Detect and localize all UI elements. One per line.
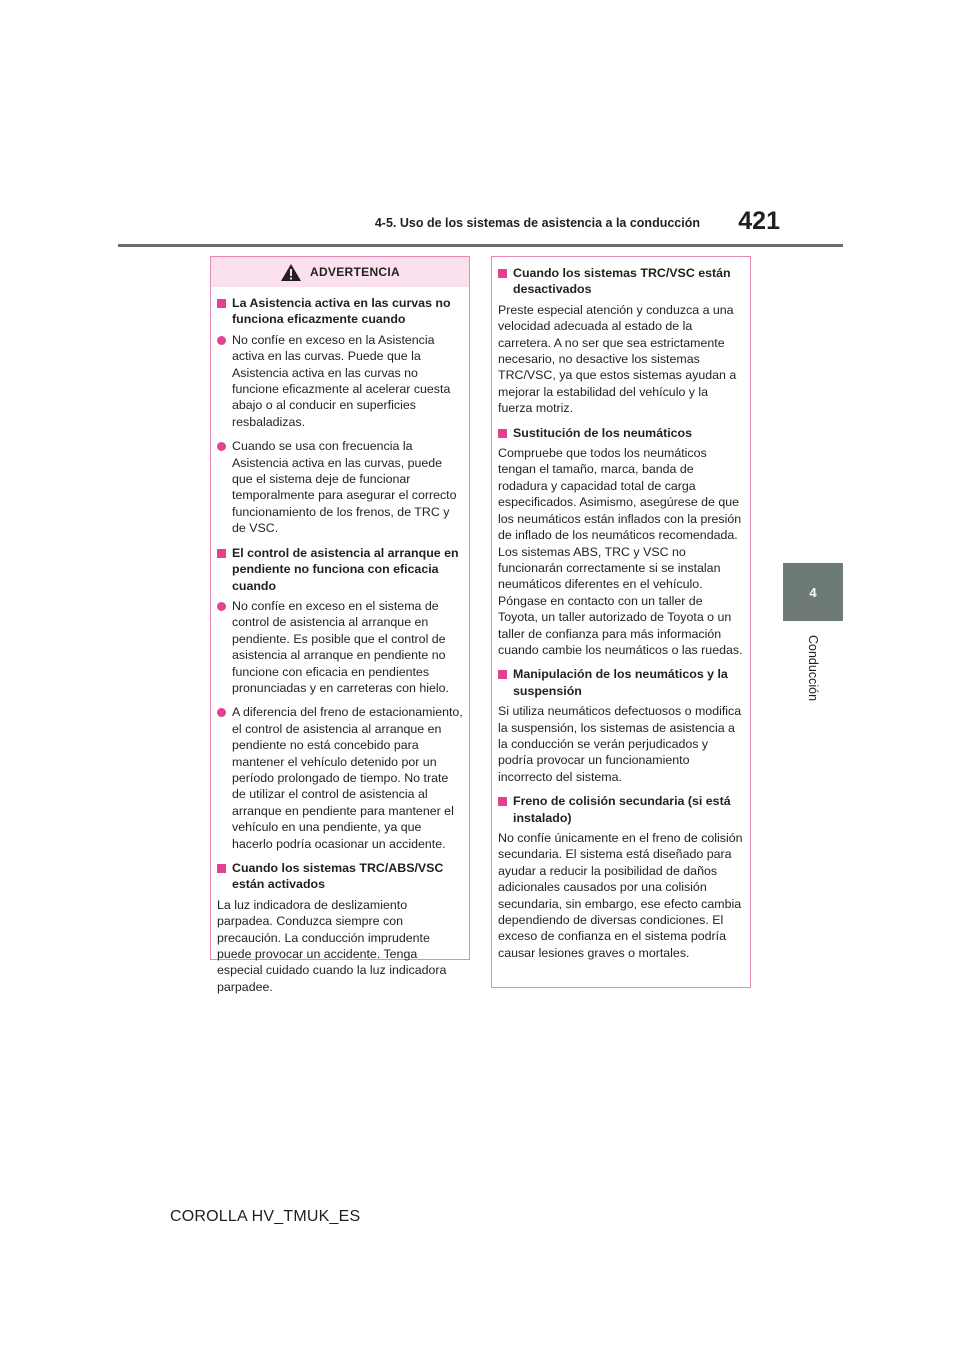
notice-section-heading [498, 425, 744, 441]
section-text: Preste especial atención y conduzca a una velocidad adecuada al estado de la carretera. A no ser que sea estrictamente necesario, no desactive los sistemas TRC/VSC, ya que estos sistemas ayudan a mejorar la estabilidad del vehículo y la fuerza motriz. [498, 302, 737, 416]
section-heading-text: El control de asistencia al arranque en pendiente no funciona con eficacia cuando [232, 545, 459, 593]
section-text: Si utiliza neumáticos defectuosos o modifica la suspensión, los sistemas de asistencia a la conducción se verán perjudicados y podría provocar un funcionamiento incorrecto del sistema. [498, 704, 742, 784]
section-heading-text: Sustitución de los neumáticos [513, 425, 693, 440]
square-bullet-icon [498, 670, 507, 679]
section-heading-text: La Asistencia activa en las curvas no funciona eficazmente cuando [232, 296, 451, 327]
footer-model-code: COROLLA HV_TMUK_ES [170, 1208, 361, 1225]
warning-bullet [217, 598, 463, 696]
bullet-text: A diferencia del freno de estacionamiento, el control de asistencia al arranque en pendiente no está concebido para mantener el vehículo detenido por un período prolongado de tiempo. No trate de utilizar el control de asistencia al arranque en pendiente para mantener el vehículo en una pendiente, ya que hacerlo podría ocasionar un accidente. [232, 705, 463, 851]
warning-section-heading [217, 295, 463, 328]
circle-bullet-icon [217, 336, 226, 345]
bullet-text: No confíe en exceso en el sistema de control de asistencia al arranque en pendiente. Es posible que el control de asistencia al arranque en pendiente no funcione con eficacia en pendientes pronunciadas y en carreteras con hielo. [232, 598, 449, 695]
warning-bullet [217, 332, 463, 430]
section-text: No confíe únicamente en el freno de colisión secundaria. El sistema está diseñado para ayudar a reducir la posibilidad de daños adicionales causados por una colisión secundaria, sin embargo, ese efecto cambia dependiendo de diversas condiciones. El exceso de confianza en el sistema podría causar lesiones graves o mortales. [498, 831, 743, 960]
page-number: 421 [738, 207, 780, 235]
square-bullet-icon [498, 269, 507, 278]
chapter-label [803, 628, 823, 708]
warning-bullet [217, 704, 463, 852]
section-heading-text: Cuando los sistemas TRC/VSC están desactivados [513, 266, 731, 297]
bullet-text: Cuando se usa con frecuencia la Asistencia activa en las curvas, puede que el sistema deje de funcionar temporalmente para asegurar el correcto funcionamiento de los frenos, de TRC y de VSC. [232, 439, 457, 536]
warning-box [210, 256, 470, 994]
warning-section-heading [217, 545, 463, 594]
square-bullet-icon [217, 299, 226, 308]
section-heading-text: Cuando los sistemas TRC/ABS/VSC están activados [232, 861, 444, 892]
bullet-text: No confíe en exceso en la Asistencia activa en las curvas. Puede que la Asistencia activa en las curvas no funcione eficazmente al acelerar cuesta abajo o al conducir en superficies resbaladizas. [232, 332, 451, 429]
chapter-number: 4 [809, 584, 817, 600]
square-bullet-icon [217, 864, 226, 873]
notice-section-heading [498, 793, 744, 826]
section-title: 4-5. Uso de los sistemas de asistencia a la conducción [374, 216, 700, 230]
circle-bullet-icon [217, 708, 226, 717]
warning-triangle-icon [280, 263, 302, 282]
warning-header [211, 257, 469, 287]
chapter-label-text: Conducción [806, 634, 820, 701]
circle-bullet-icon [217, 602, 226, 611]
warning-heading: ADVERTENCIA [310, 264, 400, 279]
square-bullet-icon [498, 429, 507, 438]
circle-bullet-icon [217, 442, 226, 451]
section-heading-text: Manipulación de los neumáticos y la suspensión [513, 667, 728, 698]
chapter-tab [783, 563, 843, 621]
section-text: Compruebe que todos los neumáticos tengan el tamaño, marca, banda de rodadura y capacidad total de carga especificados. Asimismo, asegúrese de que los neumáticos están inflados con la presión de inflado de los neumáticos recomendada. Los sistemas ABS, TRC y VSC no funcionarán correctamente si se instalan neumáticos diferentes en el vehículo. Póngase en contacto con un taller de Toyota, un taller autorizado de Toyota o un taller de confianza para más información cuando cambie los neumáticos o las ruedas. [498, 446, 743, 657]
warning-bullet [217, 438, 463, 536]
notice-section-heading [498, 666, 744, 699]
warning-section-heading [217, 860, 463, 893]
section-text: La luz indicadora de deslizamiento parpadea. Conduzca siempre con precaución. La conducción imprudente puede provocar un accidente. Tenga especial cuidado cuando la luz indicadora parpadee. [217, 897, 447, 994]
notice-box [491, 256, 751, 988]
header-divider [118, 244, 843, 247]
square-bullet-icon [217, 549, 226, 558]
notice-section-heading [498, 265, 744, 298]
square-bullet-icon [498, 797, 507, 806]
section-heading-text: Freno de colisión secundaria (si está instalado) [513, 794, 731, 825]
